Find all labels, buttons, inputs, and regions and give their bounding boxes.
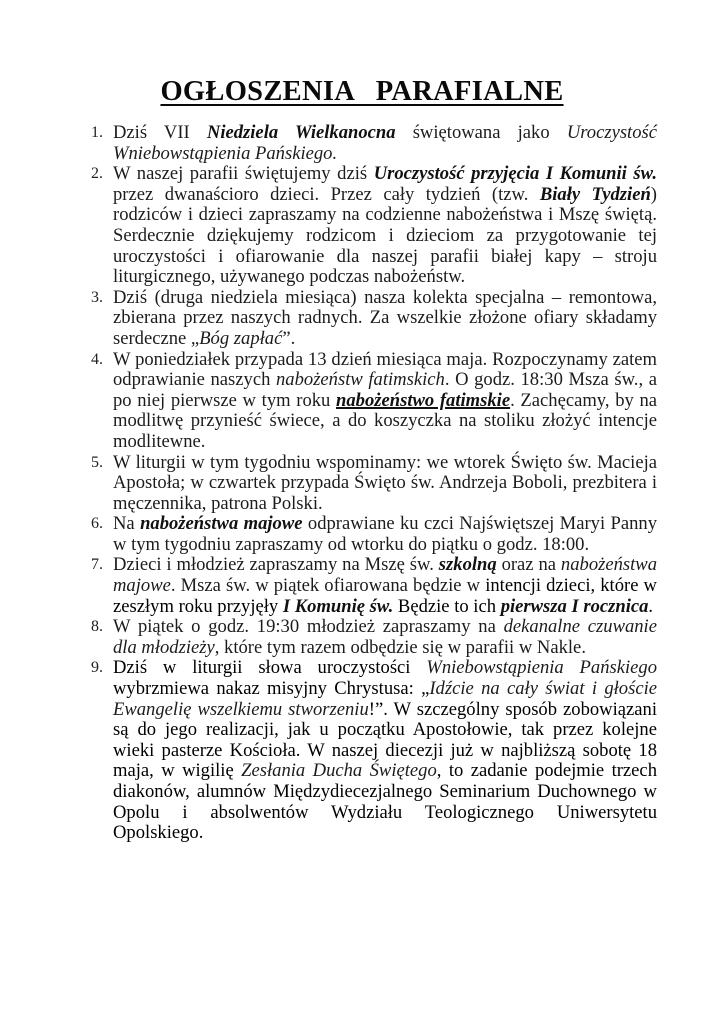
- item-number: 8.: [91, 618, 103, 636]
- item-text: Dziś (druga niedziela miesiąca) nasza kolekta specjalna – remontowa, zbierana przez naszych radnych. Za wszelkie złożone ofiary składamy serdeczne „: [113, 286, 657, 349]
- item-text: wybrzmiewa nakaz misyjny Chrystusa: „: [113, 678, 430, 700]
- announcement-item: [0, 164, 724, 288]
- item-text-emphasis: Bóg zapłać: [199, 327, 283, 349]
- item-text: .: [648, 595, 654, 617]
- item-text: Dziś VII: [113, 122, 207, 143]
- announcement-item: [0, 123, 724, 164]
- page-title: [0, 76, 724, 108]
- item-text: . Zachęcamy, by na modlitwę przynieść świece, a do koszyczka na stoliku złożyć intencje modlitewne.: [113, 389, 658, 452]
- announcement-item: [0, 453, 724, 515]
- item-number: 5.: [91, 453, 103, 471]
- item-number: 2.: [91, 165, 103, 183]
- item-number: 9.: [91, 659, 103, 677]
- item-text-emphasis: szkolną: [438, 554, 497, 576]
- item-number: 4.: [91, 350, 103, 368]
- page-title-text: OGŁOSZENIA PARAFIALNE: [160, 76, 564, 107]
- announcement-item: [0, 555, 724, 617]
- item-text: oraz na: [496, 554, 561, 576]
- item-text-emphasis: Niedziela Wielkanocna: [206, 122, 396, 143]
- item-text: Dzieci i młodzież zapraszamy na Mszę św.: [113, 554, 439, 576]
- item-number: 6.: [91, 515, 103, 533]
- item-text: ) rodziców i dzieci zapraszamy na codzienne nabożeństwa i Mszę świętą. Serdecznie dziękujemy rodzicom i dzieciom za przygotowanie tej uroczystości i ofiarowanie dla naszej parafii białej kapy – stroju liturgicznego, używanego podczas nabożeństw.: [113, 183, 657, 288]
- item-text: W piątek o godz. 19:30 młodzież zapraszamy na: [113, 616, 504, 638]
- announcement-item: [0, 658, 724, 843]
- item-text: . O godz. 18:30 Msza św., a po niej pierwsze w tym roku: [113, 369, 657, 411]
- item-text: odprawiane ku czci Najświętszej Maryi Panny w tym tygodniu zapraszamy od wtorku do piątku o godz. 18:00.: [113, 513, 657, 555]
- item-text: przez dwanaścioro dzieci. Przez cały tydzień (tzw.: [113, 183, 540, 205]
- item-text: W liturgii w tym tygodniu wspominamy: we wtorek Święto św. Macieja Apostoła; w czwartek przypada Święto św. Andrzeja Boboli, prezbitera i męczennika, patrona Polski.: [113, 451, 657, 514]
- announcement-list: [0, 123, 724, 844]
- item-text-emphasis: pierwsza I rocznica: [500, 595, 649, 617]
- item-text-emphasis: Zesłania Ducha Świętego: [241, 760, 437, 782]
- item-text: . Msza św. w piątek ofiarowana będzie w: [170, 575, 486, 597]
- item-text: ”.: [282, 327, 296, 349]
- item-text-emphasis: nabożeństwa majowe: [140, 513, 303, 535]
- item-text-emphasis: nabożeństwa majowe: [113, 554, 657, 597]
- item-text-emphasis: nabożeństwo fatimskie: [336, 389, 511, 411]
- item-number: 7.: [91, 556, 103, 574]
- item-text: W naszej parafii świętujemy dziś: [113, 163, 374, 185]
- item-text: W poniedziałek przypada 13 dzień miesiąca maja. Rozpoczynamy zatem odprawianie naszych: [113, 348, 657, 391]
- item-text: Dziś w liturgii słowa uroczystości: [113, 657, 427, 679]
- item-text: Będzie to ich: [393, 595, 501, 617]
- item-text-emphasis: Idźcie na cały świat i głoście Ewangelię wszelkiemu stworzeniu: [113, 678, 657, 720]
- item-number: 3.: [91, 288, 103, 306]
- item-text: świętowana jako: [395, 122, 567, 143]
- item-text: Na: [113, 513, 141, 535]
- item-text-emphasis: Wniebowstąpienia Pańskiego: [426, 657, 657, 679]
- item-text-emphasis: nabożeństw fatimskich: [276, 369, 445, 391]
- item-text: , które tym razem odbędzie się w parafii w Nakle.: [214, 636, 586, 658]
- item-text-emphasis: I Komunię św.: [282, 595, 394, 617]
- item-text-emphasis: Biały Tydzień: [539, 183, 651, 205]
- announcement-item: [0, 288, 724, 350]
- item-text-emphasis: Uroczystość przyjęcia I Komunii św.: [373, 163, 657, 185]
- item-text-emphasis: dekanalne czuwanie dla młodzieży: [113, 616, 657, 658]
- item-number: 1.: [91, 124, 103, 141]
- announcement-item: [0, 350, 724, 453]
- item-text: , to zadanie podejmie trzech diakonów, alumnów Międzydiecezjalnego Seminarium Duchownego w Opolu i absolwentów Wydziału Teologicznego Uniwersytetu Opolskiego.: [113, 760, 657, 844]
- announcement-item: [0, 617, 724, 658]
- item-text: intencji dzieci, które w zeszłym roku przyjęły: [113, 575, 657, 617]
- item-text: !”. W szczególny sposób zobowiązani są do jego realizacji, jak u początku Apostołowie, tak przez kolejne wieki pasterze Kościoła. W naszej diecezji już w najbliższą sobotę 18 maja, w wigilię: [113, 698, 657, 782]
- item-text-emphasis: Uroczystość Wniebowstąpienia Pańskiego.: [113, 122, 658, 164]
- announcement-item: [0, 514, 724, 555]
